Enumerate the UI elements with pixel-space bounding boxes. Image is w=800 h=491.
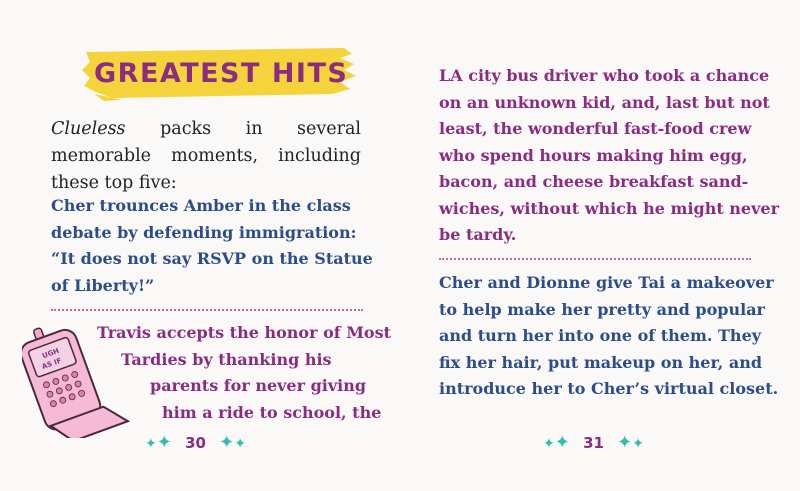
hit-entry-1-line: debate by defending immigration: — [51, 222, 357, 242]
hit-entry-2-line: LA city bus driver who took a chance — [439, 66, 770, 85]
sparkle-ornament-icon: ✦ — [554, 432, 570, 453]
hit-entry-3-line: fix her hair, put makeup on her, and — [439, 352, 763, 372]
page-heading: GREATEST HITS — [94, 58, 349, 89]
hit-entry-1 — [51, 193, 373, 299]
sparkle-ornament-icon: ✦ — [145, 436, 157, 452]
hit-entry-2-line: bacon, and cheese breakfast sand- — [439, 172, 749, 191]
heading-block — [82, 44, 352, 102]
intro-paragraph — [51, 116, 361, 197]
divider — [51, 309, 363, 311]
hit-entry-2-continued — [439, 63, 779, 249]
page-number: 31 — [583, 434, 604, 452]
sparkle-ornament-icon: ✦ — [219, 432, 235, 453]
hit-entry-2-line: least, the wonderful fast-food crew — [439, 119, 752, 138]
intro-text: packs in several memorable moments, including these top five: — [51, 119, 361, 193]
hit-entry-2-line: who spend hours making him egg, — [439, 145, 748, 165]
hit-entry-2-line: be tardy. — [439, 225, 517, 244]
hit-entry-2-line: him a ride to school, the — [162, 402, 382, 422]
hit-entry-2-line: on an unknown kid, and, last but not — [439, 92, 770, 112]
sparkle-ornament-icon: ✦ — [156, 432, 172, 453]
hit-entry-2-line: Travis accepts the honor of Most — [97, 323, 391, 342]
phone-screen-line: UGH — [41, 346, 61, 361]
hit-entry-1-line: of Liberty!” — [51, 275, 155, 295]
phone-screen-line: AS IF — [40, 356, 63, 372]
sparkle-ornament-icon: ✦ — [234, 436, 246, 452]
flip-phone-icon — [22, 318, 142, 438]
hit-entry-3 — [439, 270, 778, 403]
hit-entry-2-line: wiches, without which he might never — [439, 198, 780, 218]
hit-entry-3-line: and turn her into one of them. They — [439, 326, 762, 345]
hit-entry-3-line: to help make her pretty and popular — [439, 299, 765, 319]
hit-entry-2-line: Tardies by thanking his — [121, 349, 332, 369]
right-page — [400, 0, 800, 491]
hit-entry-3-line: introduce her to Cher’s virtual closet. — [439, 379, 779, 398]
sparkle-ornament-icon: ✦ — [632, 436, 644, 452]
hit-entry-1-line: “It does not say RSVP on the Statue — [51, 249, 373, 268]
hit-entry-2-line: parents for never giving — [150, 376, 367, 395]
page-number: 30 — [185, 434, 206, 452]
page-number-left-block — [145, 432, 246, 453]
sparkle-ornament-icon: ✦ — [543, 436, 555, 452]
hit-entry-3-line: Cher and Dionne give Tai a makeover — [439, 273, 774, 292]
sparkle-ornament-icon: ✦ — [617, 432, 633, 453]
divider — [439, 258, 751, 260]
page-number-right-block — [543, 432, 644, 453]
hit-entry-1-line: Cher trounces Amber in the class — [51, 196, 351, 215]
intro-title: Clueless — [51, 119, 126, 139]
